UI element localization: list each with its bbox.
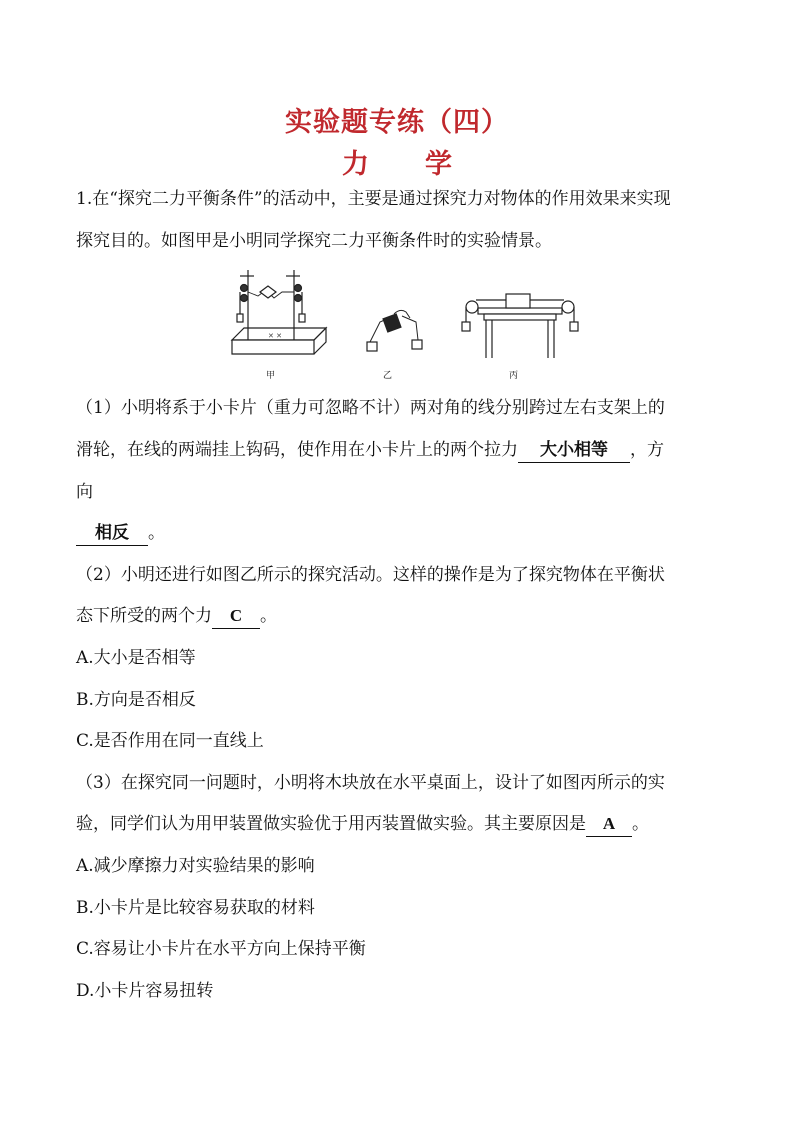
p2-option-c: C.是否作用在同一直线上 [76, 731, 264, 751]
p1-line3: 向 [76, 482, 93, 502]
p2-line2-post: 。 [260, 606, 277, 626]
p1-line4-post: 。 [148, 523, 165, 543]
q1-intro-line1: 1.在“探究二力平衡条件”的活动中，主要是通过探究力对物体的作用效果来实现 [76, 189, 671, 209]
subtitle-left: 力 [342, 149, 369, 180]
p2-line1: （2）小明还进行如图乙所示的探究活动。这样的操作是为了探究物体在平衡状 [76, 565, 665, 585]
figure-label-jia: 甲 [266, 371, 276, 381]
p1-line4 [76, 521, 165, 546]
p3-line2-pre: 验，同学们认为用甲装置做实验优于用丙装置做实验。其主要原因是 [76, 814, 586, 834]
figure-bing [462, 294, 578, 358]
p1-answer-direction: 相反 [76, 521, 148, 546]
subtitle-right: 学 [425, 149, 452, 180]
p2-option-a: A.大小是否相等 [76, 648, 196, 668]
p3-answer: A [586, 812, 632, 837]
p3-option-b: B.小卡片是比较容易获取的材料 [76, 898, 315, 918]
p3-option-d: D.小卡片容易扭转 [76, 981, 214, 1001]
p2-option-b: B.方向是否相反 [76, 690, 196, 710]
p1-answer-magnitude: 大小相等 [518, 438, 630, 463]
figure-label-bing: 丙 [509, 371, 519, 381]
p3-line2-post: 。 [632, 814, 649, 834]
q1-intro-line2: 探究目的。如图甲是小明同学探究二力平衡条件时的实验情景。 [76, 231, 552, 251]
page-subtitle [0, 142, 794, 181]
p3-line2 [76, 812, 649, 837]
p1-line1: （1）小明将系于小卡片（重力可忽略不计）两对角的线分别跨过左右支架上的 [76, 398, 665, 418]
p2-answer: C [212, 604, 260, 629]
experiment-figures [222, 262, 582, 382]
p2-line2-pre: 态下所受的两个力 [76, 606, 212, 626]
page-title: 实验题专练（四） [285, 107, 509, 138]
p1-line2-post: ，方 [630, 440, 664, 460]
p3-line1: （3）在探究同一问题时，小明将木块放在水平桌面上，设计了如图丙所示的实 [76, 773, 665, 793]
figure-jia [232, 270, 326, 354]
p1-line2-pre: 滑轮，在线的两端挂上钩码，使作用在小卡片上的两个拉力 [76, 440, 518, 460]
svg-text:✕ ✕: ✕ ✕ [268, 332, 282, 340]
p3-option-a: A.减少摩擦力对实验结果的影响 [76, 856, 315, 876]
p2-line2 [76, 604, 277, 629]
figure-label-yi: 乙 [383, 371, 393, 381]
figure-yi [367, 310, 422, 351]
p1-line2 [76, 438, 664, 463]
p3-option-c: C.容易让小卡片在水平方向上保持平衡 [76, 939, 366, 959]
